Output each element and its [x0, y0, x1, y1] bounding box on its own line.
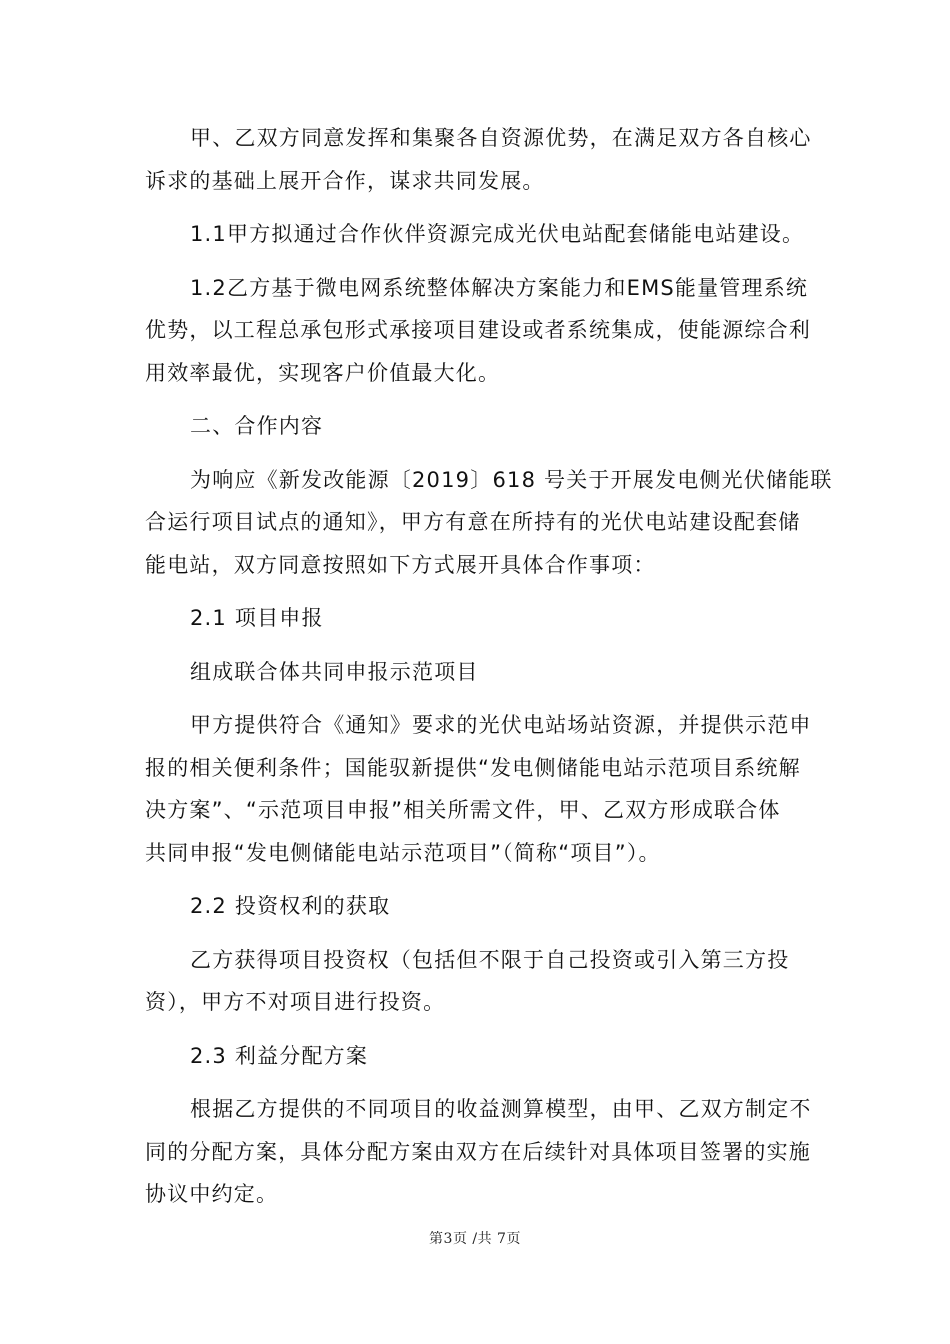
paragraph-party-a-provides: [145, 704, 810, 874]
text-line: 用效率最优，实现客户价值最大化。: [145, 360, 501, 385]
paragraph-joint-declaration: [145, 651, 810, 694]
paragraph-notice-response: [145, 459, 833, 587]
text-line: 甲、乙双方同意发挥和集聚各自资源优势，在满足双方各自核心: [190, 126, 812, 150]
text-line: 1.1甲方拟通过合作伙伴资源完成光伏电站配套储能电站建设。: [190, 222, 805, 246]
paragraph-1-1: [145, 213, 810, 256]
subsection-heading: 2.2 投资权利的获取: [190, 894, 391, 918]
subheading-2-3: [145, 1035, 810, 1078]
text-line: 甲方提供符合《通知》要求的光伏电站场站资源，并提供示范申: [190, 713, 812, 737]
paragraph-profit-distribution: [145, 1088, 810, 1216]
text-line: 决方案”、“示范项目申报”相关所需文件，甲、乙双方形成联合体: [145, 798, 781, 822]
text-line: 报的相关便利条件；国能驭新提供“发电侧储能电站示范项目系统解: [145, 755, 801, 780]
document-body: [145, 117, 833, 1227]
text-line: 为响应《新发改能源〔2019〕618 号关于开展发电侧光伏储能联: [190, 467, 833, 492]
subheading-2-2: [145, 885, 810, 928]
subsection-heading: 2.1 项目申报: [190, 606, 324, 630]
text-line: 共同申报“发电侧储能电站示范项目”（简称“项目”）。: [145, 840, 661, 865]
paragraph-cooperation-principle: [145, 117, 810, 202]
subheading-2-1: [145, 597, 810, 640]
text-line: 合运行项目试点的通知》，甲方有意在所持有的光伏电站建设配套储: [145, 510, 801, 534]
subsection-heading: 2.3 利益分配方案: [190, 1043, 369, 1068]
paragraph-1-2: [145, 267, 810, 395]
text-line: 协议中约定。: [145, 1182, 279, 1206]
text-line: 诉求的基础上展开合作，谋求共同发展。: [145, 168, 545, 193]
paragraph-investment-rights: [145, 939, 810, 1024]
page-number-footer: 第3页 /共 7页: [429, 1231, 521, 1247]
text-line: 1.2乙方基于微电网系统整体解决方案能力和EMS能量管理系统: [190, 275, 809, 300]
text-line: 同的分配方案，具体分配方案由双方在后续针对具体项目签署的实施: [145, 1139, 811, 1164]
section-heading-cooperation-content: [145, 405, 810, 448]
text-line: 资），甲方不对项目进行投资。: [145, 990, 446, 1014]
text-line: 能电站，双方同意按照如下方式展开具体合作事项：: [145, 552, 656, 577]
text-line: 优势，以工程总承包形式承接项目建设或者系统集成，使能源综合利: [145, 318, 811, 342]
text-line: 根据乙方提供的不同项目的收益测算模型，由甲、乙双方制定不: [190, 1097, 812, 1121]
text-line: 乙方获得项目投资权（包括但不限于自己投资或引入第三方投: [190, 947, 790, 972]
text-line: 组成联合体共同申报示范项目: [190, 659, 479, 684]
section-heading: 二、合作内容: [190, 414, 324, 438]
